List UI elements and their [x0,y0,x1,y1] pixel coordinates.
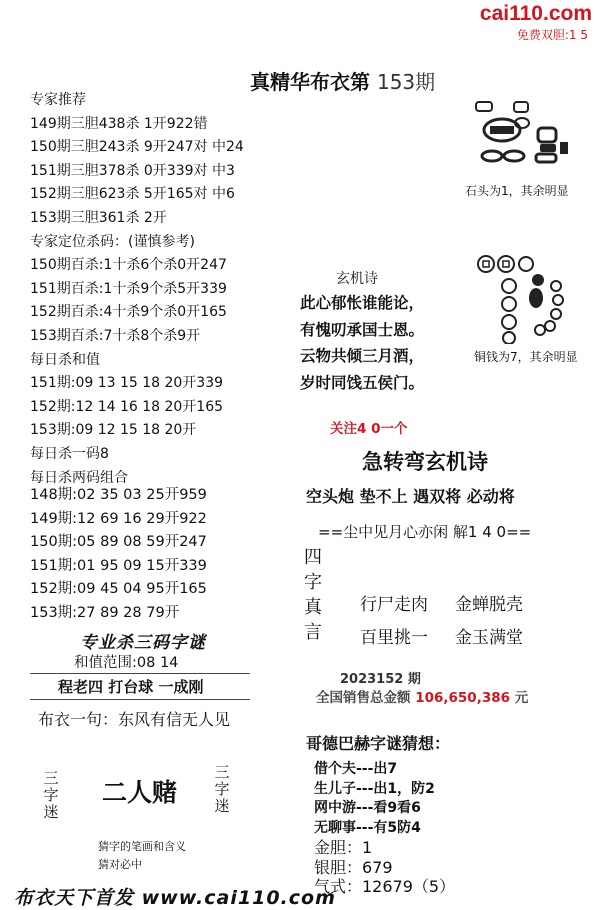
goethe-line: 生儿子---出1，防2 [314,780,435,797]
line: 150期百杀:1十杀6个杀0开247 [30,257,227,274]
combo-line: 148期:02 35 03 25开959 [30,487,207,503]
idiom: 百里挑一 [360,628,428,648]
footer-banner[interactable]: 布衣天下首发 www.cai110.com [14,887,336,909]
idiom: 金玉满堂 [455,628,523,648]
expert-lines [30,89,244,490]
line: 151期三胆378杀 0开339对 中3 [30,162,235,179]
combo-line: 149期:12 69 16 29开922 [30,510,207,527]
combo-line: 150期:05 89 08 59开247 [30,534,207,551]
line: 151期:09 13 15 18 20开339 [30,375,224,392]
sales-issue: 2023152 期 [340,672,421,687]
title-text: 真精华布衣第 [250,70,370,94]
goethe-title: 哥德巴赫字谜猜想： [306,734,451,753]
idiom: 金蝉脱壳 [455,595,523,615]
line: 专家推荐 [30,92,86,108]
pro-riddle-title: 专业杀三码字谜 [80,633,206,653]
xuanji-title: 急转弯玄机诗 [362,450,488,474]
sum-range: 和值范围:08 14 [74,655,179,671]
coins-caption: 铜钱为7，其余明显 [474,350,578,364]
poem-title: 玄机诗 [336,271,378,287]
divider [30,673,250,674]
line: 每日杀两码组合 [30,469,128,486]
line: 149期三胆438杀 1开922错 [30,115,208,132]
goethe-line: 无聊事---有5防4 [314,819,421,836]
riddle-main: 二人赌 [102,778,178,807]
line: 专家定位杀码：(谨慎参考) [30,233,195,250]
riddle-note-1: 猜字的笔画和含义 [98,840,186,853]
poem-lines [300,290,424,396]
poem-line: 此心郁怅谁能论， [300,294,425,312]
riddle-side-left: 三字迷 [43,769,59,821]
motto-line: 布衣一句：东风有信无人见 [38,710,231,729]
site-brand[interactable]: cai110.com [479,2,592,25]
riddle-note-2: 猜对必中 [98,858,142,871]
line: 153期百杀:7十杀8个杀9开 [30,327,201,344]
gold-pick: 金胆：1 [314,838,373,857]
sales-line [316,686,528,706]
line: 每日杀一码8 [30,445,109,462]
goethe-line: 网中游---看9看6 [314,800,421,816]
idiom: 行尸走肉 [360,595,428,615]
poem-line: 岁时同饯五侯门。 [300,373,425,392]
title-issue: 153期 [376,70,436,94]
final-pick: 气式：12679（5） [314,877,456,896]
coins-image [476,252,566,344]
combo-line: 153期:27 89 28 79开 [30,604,180,621]
combo-lines [30,484,207,626]
page-title [250,66,435,95]
line: 152期百杀:4十杀9个杀0开165 [30,304,227,321]
riddle-side-right: 三字迷 [214,763,230,815]
goethe-lines [314,760,455,897]
poem-line: 云物共倾三月酒， [300,347,425,365]
combo-line: 152期:09 45 04 95开165 [30,581,207,598]
sales-amount: 106,650,386 [415,690,510,706]
free-double-pick: 免费双胆:1 5 [516,28,588,42]
xuanji-dust: ==尘中见月心亦闲 解1 4 0== [318,523,532,541]
goethe-line: 借个夫---出7 [314,761,398,777]
silver-pick: 银胆：679 [314,857,393,877]
line: 153期三胆361杀 2开 [30,209,167,226]
line: 153期:09 12 15 18 20开 [30,422,197,439]
line: 每日杀和值 [30,351,100,368]
divider [30,699,250,700]
line: 151期百杀:1十杀9个杀5开339 [30,280,227,297]
sales-unit: 元 [514,690,529,706]
xuanji-saying: 空头炮 垫不上 遇双将 必动将 [306,487,515,506]
follow-note: 关注4 0一个 [330,421,408,437]
sales-label: 全国销售总金额 [316,690,411,706]
players-line: 程老四 打台球 一成刚 [58,678,204,696]
stones-image [470,98,570,178]
four-char-label: 四字真言 [304,547,322,643]
stones-caption: 石头为1，其余明显 [465,184,569,198]
line: 152期三胆623杀 5开165对 中6 [30,186,235,203]
combo-line: 151期:01 95 09 15开339 [30,557,207,574]
poem-line: 有愧叨承国士恩。 [300,320,425,339]
line: 150期三胆243杀 9开247对 中24 [30,139,244,156]
line: 152期:12 14 16 18 20开165 [30,398,224,415]
